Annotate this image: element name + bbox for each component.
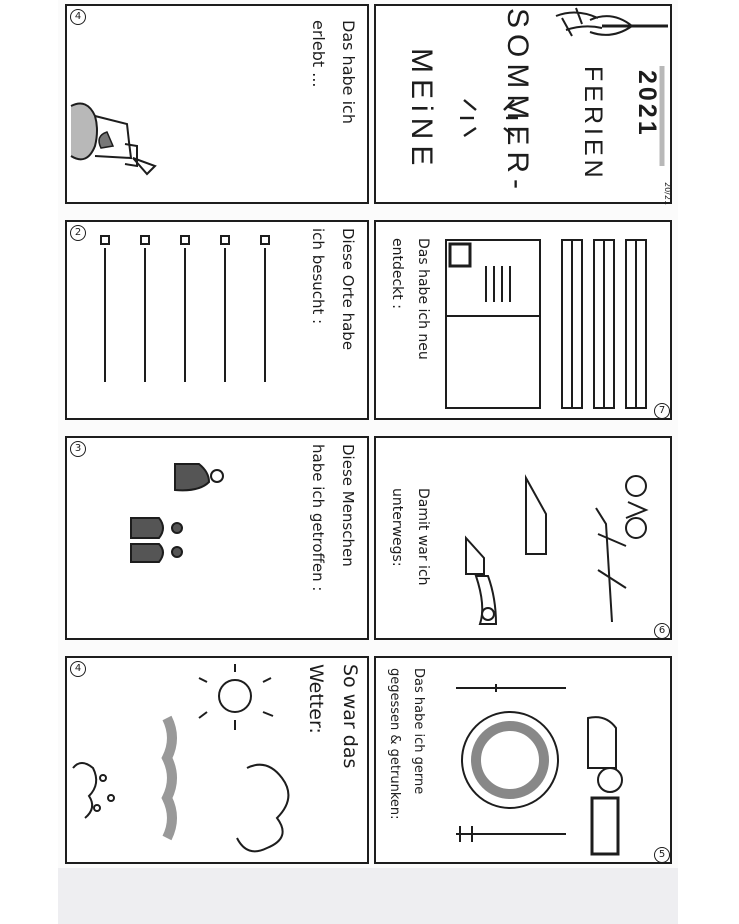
page-number-badge: 5 (654, 847, 670, 863)
page-number-badge: 6 (654, 623, 670, 639)
people-icon (67, 438, 371, 646)
postcard-icon (376, 222, 674, 426)
panel-unterwegs (374, 436, 672, 640)
panel-entdeckt (374, 220, 672, 420)
panel-gegessen-heading: Das habe ich gerne gegessen & getrunken: (387, 668, 426, 820)
cover-title-ferien: FERIEN (579, 66, 607, 182)
image-footer-bar (58, 868, 678, 924)
panel-unterwegs-heading: Damit war ich unterwegs: (389, 488, 431, 586)
panel-entdeckt-heading: Das habe ich neu entdeckt : (389, 238, 431, 360)
panel-wetter-heading: So war das Wetter: (305, 664, 361, 769)
page-number-badge: 2 (70, 225, 86, 241)
panel-orte-heading: Diese Orte habe ich besucht : (309, 228, 357, 351)
palm-tree-icon (376, 6, 674, 210)
brochure-sheet (58, 0, 678, 868)
food-icon (376, 658, 674, 870)
panel-erlebt-heading: Das habe ich erlebt ... (309, 20, 358, 124)
panel-cover (374, 4, 672, 204)
panel-menschen (65, 436, 369, 640)
panel-wetter (65, 656, 369, 864)
page-number-badge: 3 (70, 441, 86, 457)
cover-title-sommer: SOMMER- (501, 8, 534, 195)
page-number-badge: 7 (654, 403, 670, 419)
panel-gegessen (374, 656, 672, 864)
vehicles-icon (376, 438, 674, 646)
page-number-badge: 4 (70, 9, 86, 25)
cover-title-year: 2021 (633, 70, 661, 138)
artist-signature: 20/21 (663, 182, 672, 206)
panel-orte (65, 220, 369, 420)
checklist-lines (67, 222, 371, 426)
panel-menschen-heading: Diese Menschen habe ich getroffen : (309, 444, 357, 592)
sandcastle-icon (67, 6, 371, 210)
cover-title-meine: MEiNE (405, 48, 438, 172)
weather-icon (67, 658, 371, 870)
panel-erlebt (65, 4, 369, 204)
page-number-badge: 4 (70, 661, 86, 677)
